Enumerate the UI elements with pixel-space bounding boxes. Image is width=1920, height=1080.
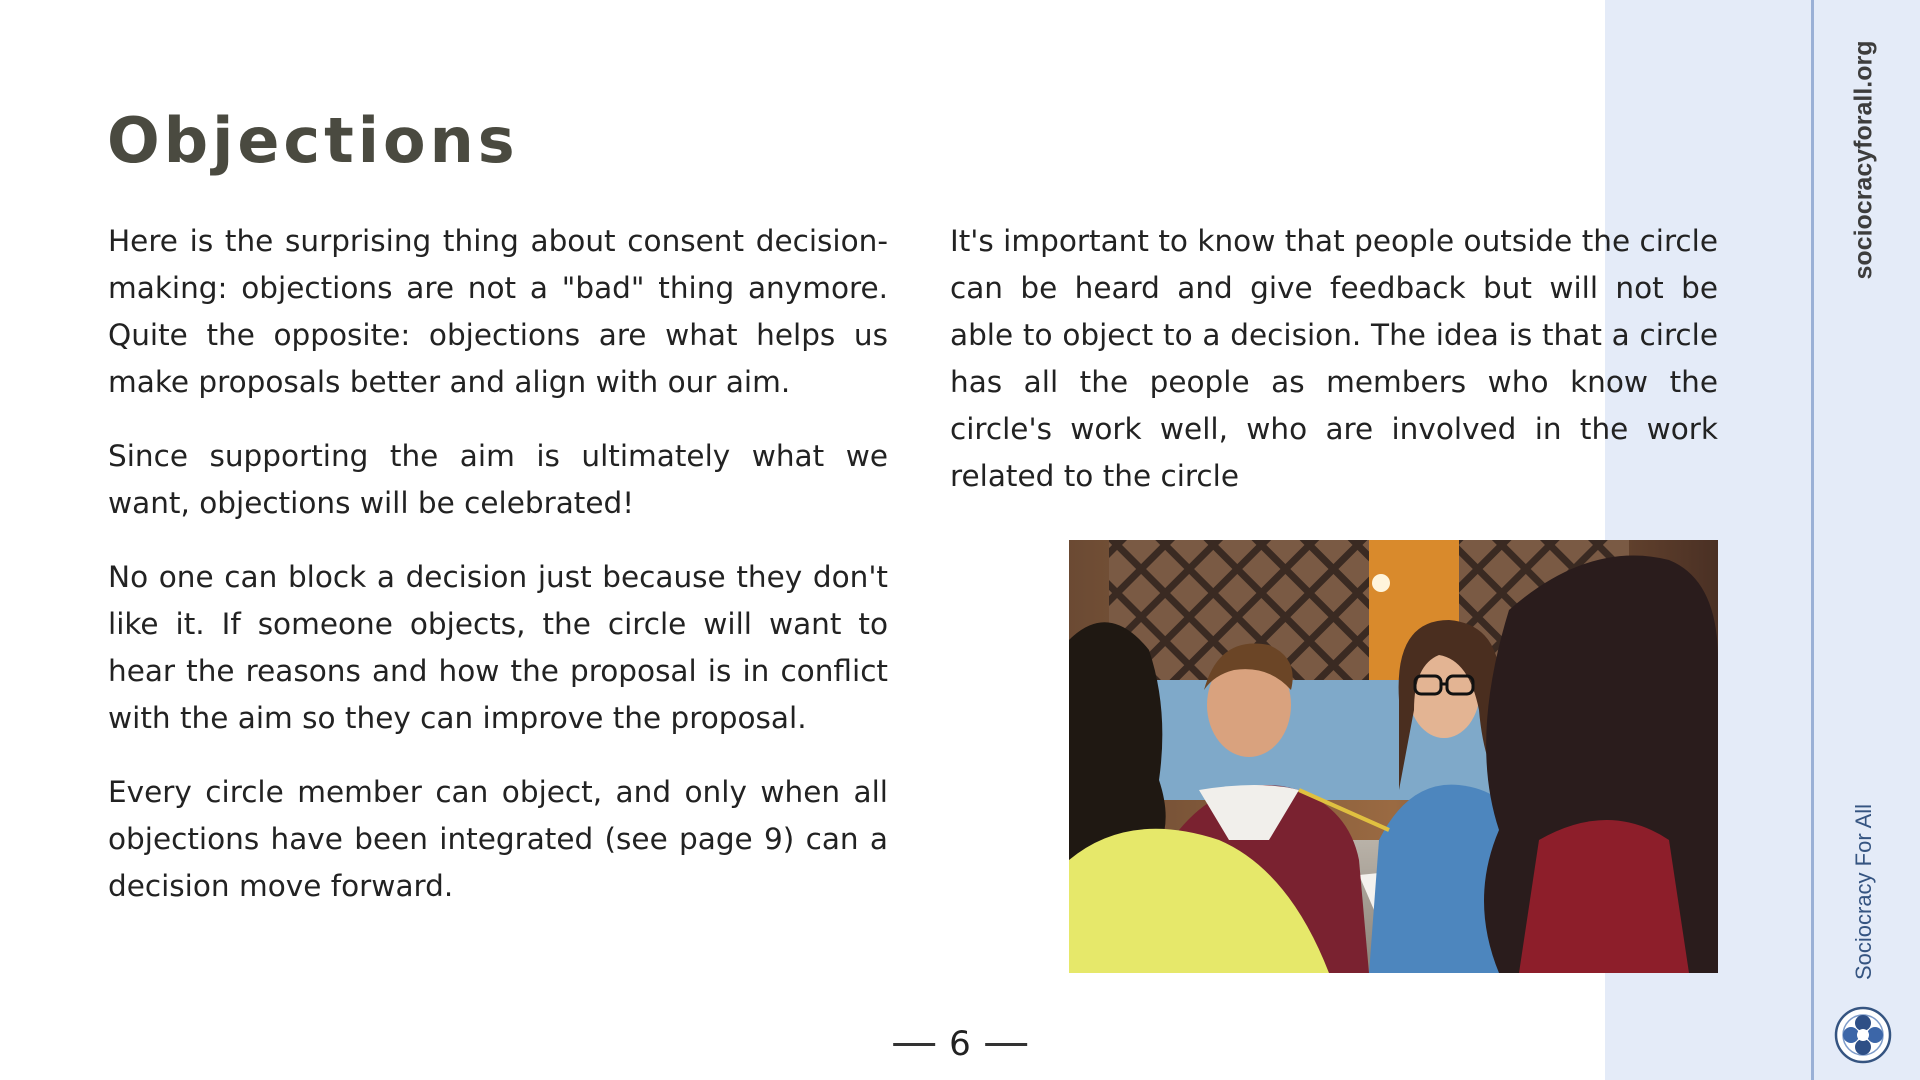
right-text-column	[950, 218, 1718, 527]
sidebar-divider	[1811, 0, 1814, 1080]
sidebar-brand: Sociocracy For All	[1851, 803, 1876, 981]
left-dash	[893, 1043, 935, 1046]
sidebar-url: sociocracyforall.org	[1849, 40, 1878, 280]
paragraph: Since supporting the aim is ultimately what we want, objections will be celebrated!	[108, 439, 888, 520]
paragraph: It's important to know that people outside the circle can be heard and give feedback but will not be able to object to a decision. The idea is that a circle has all the people as members who know the circle's work well, who are involved in the work related to the circle	[950, 224, 1718, 493]
paragraph: No one can block a decision just because they don't like it. If someone objects, the circle will want to hear the reasons and how the proposal is in conflict with the aim so they can improve the proposal.	[108, 560, 888, 735]
left-text-column	[108, 218, 888, 937]
meeting-photo	[1069, 540, 1718, 973]
right-dash	[985, 1043, 1027, 1046]
sociocracy-for-all-logo-icon	[1834, 1006, 1892, 1064]
page-number	[893, 1024, 1027, 1064]
page-number-value: 6	[949, 1024, 971, 1064]
page-title: Objections	[107, 104, 519, 177]
paragraph: Here is the surprising thing about consent decision-making: objections are not a "bad" thing anymore. Quite the opposite: objections are what helps us make proposals better and align with our aim.	[108, 224, 888, 399]
paragraph: Every circle member can object, and only when all objections have been integrated (see page 9) can a decision move forward.	[108, 775, 888, 903]
